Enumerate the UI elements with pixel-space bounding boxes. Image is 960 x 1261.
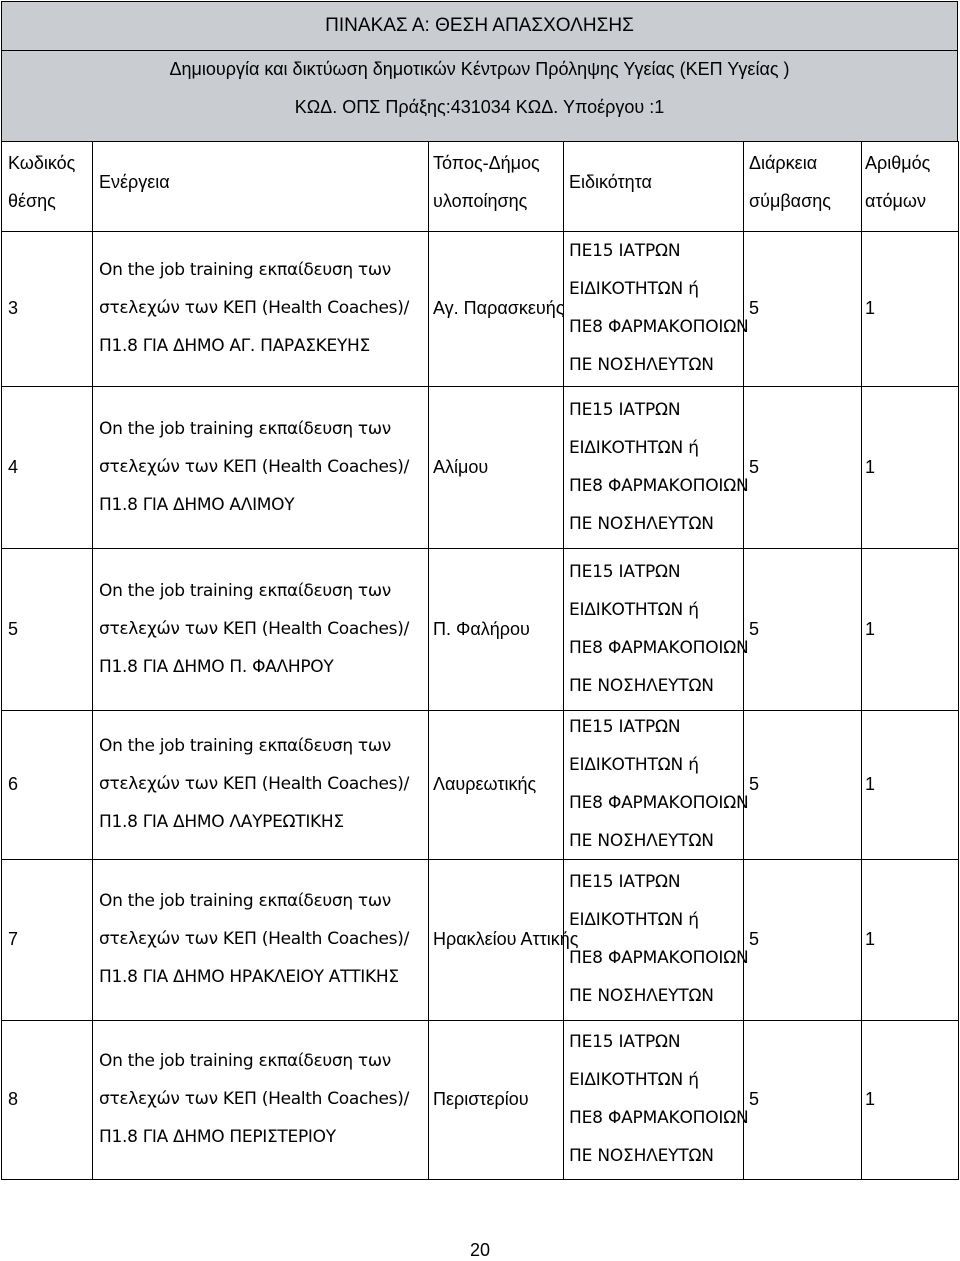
table-title: ΠΙΝΑΚΑΣ Α: ΘΕΣΗ ΑΠΑΣΧΟΛΗΣΗΣ <box>325 15 634 36</box>
people-count: 1 <box>865 298 876 318</box>
table-row <box>2 711 959 860</box>
action-line: Π1.8 ΓΙΑ ΔΗΜΟ ΠΕΡΙΣΤΕΡΙΟΥ <box>99 1127 336 1147</box>
duration-cell <box>744 549 862 711</box>
duration-cell <box>744 387 862 549</box>
specialty-line: ΠΕ15 ΙΑΤΡΩΝ <box>569 241 681 261</box>
duration-cell <box>744 860 862 1021</box>
specialty-line: ΠΕ ΝΟΣΗΛΕΥΤΩΝ <box>569 514 714 534</box>
action-cell <box>93 860 429 1021</box>
table-row <box>2 1021 959 1180</box>
people-count: 1 <box>865 457 876 477</box>
header-place <box>429 142 564 232</box>
header-people-line1: Αριθμός <box>865 153 931 173</box>
action-line: στελεχών των ΚΕΠ (Health Coaches)/ <box>99 457 409 477</box>
header-specialty <box>564 142 744 232</box>
action-cell <box>93 232 429 387</box>
contract-duration: 5 <box>749 619 760 639</box>
position-code: 3 <box>8 298 19 318</box>
place-cell <box>429 387 564 549</box>
action-cell <box>93 387 429 549</box>
header-duration-line1: Διάρκεια <box>749 153 818 173</box>
specialty-cell <box>564 232 749 387</box>
specialty-line: ΠΕ8 ΦΑΡΜΑΚΟΠΟΙΩΝ <box>569 638 749 658</box>
action-line: On the job training εκπαίδευση των <box>99 891 391 911</box>
header-action <box>93 142 429 232</box>
municipality: Ηρακλείου Αττικής <box>433 929 579 949</box>
specialty-line: ΕΙΔΙΚΟΤΗΤΩΝ ή <box>569 910 699 930</box>
action-line: Π1.8 ΓΙΑ ΔΗΜΟ ΗΡΑΚΛΕΙΟΥ ΑΤΤΙΚΗΣ <box>99 967 399 987</box>
people-count: 1 <box>865 1089 876 1109</box>
specialty-line: ΠΕ15 ΙΑΤΡΩΝ <box>569 562 681 582</box>
people-cell <box>862 387 959 549</box>
action-line: στελεχών των ΚΕΠ (Health Coaches)/ <box>99 619 409 639</box>
place-cell <box>429 549 564 711</box>
duration-cell <box>744 711 862 860</box>
header-code <box>2 142 93 232</box>
action-cell <box>93 549 429 711</box>
duration-cell <box>744 232 862 387</box>
position-code: 7 <box>8 929 19 949</box>
table-row <box>2 860 959 1021</box>
specialty-line: ΠΕ8 ΦΑΡΜΑΚΟΠΟΙΩΝ <box>569 948 749 968</box>
code-cell <box>2 711 93 860</box>
contract-duration: 5 <box>749 298 760 318</box>
specialty-line: ΕΙΔΙΚΟΤΗΤΩΝ ή <box>569 755 699 775</box>
contract-duration: 5 <box>749 929 760 949</box>
specialty-line: ΠΕ ΝΟΣΗΛΕΥΤΩΝ <box>569 355 714 375</box>
position-code: 6 <box>8 774 19 794</box>
action-line: On the job training εκπαίδευση των <box>99 260 391 280</box>
code-cell <box>2 1021 93 1180</box>
action-line: στελεχών των ΚΕΠ (Health Coaches)/ <box>99 1089 409 1109</box>
municipality: Αγ. Παρασκευής <box>433 298 565 318</box>
people-cell <box>862 860 959 1021</box>
contract-duration: 5 <box>749 457 760 477</box>
specialty-cell <box>564 860 749 1021</box>
specialty-line: ΠΕ15 ΙΑΤΡΩΝ <box>569 400 681 420</box>
action-line: On the job training εκπαίδευση των <box>99 581 391 601</box>
specialty-line: ΠΕ15 ΙΑΤΡΩΝ <box>569 1032 681 1052</box>
project-codes: ΚΩΔ. ΟΠΣ Πράξης:431034 ΚΩΔ. Υποέργου :1 <box>294 97 665 117</box>
municipality: Περιστερίου <box>433 1089 529 1109</box>
place-cell <box>429 1021 564 1180</box>
people-cell <box>862 549 959 711</box>
specialty-line: ΠΕ8 ΦΑΡΜΑΚΟΠΟΙΩΝ <box>569 793 749 813</box>
specialty-cell <box>564 711 749 860</box>
municipality: Π. Φαλήρου <box>433 619 530 639</box>
specialty-line: ΠΕ8 ΦΑΡΜΑΚΟΠΟΙΩΝ <box>569 317 749 337</box>
header-place-line2: υλοποίησης <box>433 191 528 211</box>
specialty-cell <box>564 387 749 549</box>
header-specialty-label: Ειδικότητα <box>569 172 652 192</box>
people-count: 1 <box>865 619 876 639</box>
municipality: Λαυρεωτικής <box>433 774 537 794</box>
code-cell <box>2 549 93 711</box>
action-line: στελεχών των ΚΕΠ (Health Coaches)/ <box>99 298 409 318</box>
specialty-line: ΠΕ15 ΙΑΤΡΩΝ <box>569 717 681 737</box>
place-cell <box>429 232 564 387</box>
specialty-line: ΕΙΔΙΚΟΤΗΤΩΝ ή <box>569 279 699 299</box>
specialty-line: ΠΕ ΝΟΣΗΛΕΥΤΩΝ <box>569 1146 714 1166</box>
header-duration <box>744 142 862 232</box>
specialty-line: ΠΕ ΝΟΣΗΛΕΥΤΩΝ <box>569 676 714 696</box>
specialty-line: ΠΕ15 ΙΑΤΡΩΝ <box>569 872 681 892</box>
specialty-line: ΠΕ8 ΦΑΡΜΑΚΟΠΟΙΩΝ <box>569 1108 749 1128</box>
people-count: 1 <box>865 774 876 794</box>
action-cell <box>93 1021 429 1180</box>
people-count: 1 <box>865 929 876 949</box>
municipality: Αλίμου <box>433 457 489 477</box>
action-line: Π1.8 ΓΙΑ ΔΗΜΟ ΑΛΙΜΟΥ <box>99 495 295 515</box>
header-place-line1: Τόπος-Δήμος <box>433 153 540 173</box>
people-cell <box>862 711 959 860</box>
position-code: 4 <box>8 457 19 477</box>
people-cell <box>862 232 959 387</box>
action-cell <box>93 711 429 860</box>
table-title-band <box>1 1 958 51</box>
action-line: Π1.8 ΓΙΑ ΔΗΜΟ Π. ΦΑΛΗΡΟΥ <box>99 657 334 677</box>
action-line: στελεχών των ΚΕΠ (Health Coaches)/ <box>99 774 409 794</box>
page-number: 20 <box>469 1240 491 1260</box>
action-line: On the job training εκπαίδευση των <box>99 736 391 756</box>
table-subtitle-band <box>1 51 958 142</box>
action-line: On the job training εκπαίδευση των <box>99 1051 391 1071</box>
duration-cell <box>744 1021 862 1180</box>
specialty-cell <box>564 1021 749 1180</box>
table-row <box>2 232 959 387</box>
place-cell <box>429 711 564 860</box>
position-code: 8 <box>8 1089 19 1109</box>
table-row <box>2 387 959 549</box>
action-line: Π1.8 ΓΙΑ ΔΗΜΟ ΑΓ. ΠΑΡΑΣΚΕΥΗΣ <box>99 336 370 356</box>
header-people <box>862 142 959 232</box>
code-cell <box>2 860 93 1021</box>
specialty-line: ΠΕ8 ΦΑΡΜΑΚΟΠΟΙΩΝ <box>569 476 749 496</box>
header-code-line1: Κωδικός <box>8 153 76 173</box>
specialty-line: ΠΕ ΝΟΣΗΛΕΥΤΩΝ <box>569 986 714 1006</box>
code-cell <box>2 387 93 549</box>
project-name: Δημιουργία και δικτύωση δημοτικών Κέντρων Πρόληψης Υγείας (ΚΕΠ Υγείας ) <box>169 59 790 79</box>
column-header-row <box>2 142 959 232</box>
contract-duration: 5 <box>749 1089 760 1109</box>
action-line: On the job training εκπαίδευση των <box>99 419 391 439</box>
specialty-line: ΕΙΔΙΚΟΤΗΤΩΝ ή <box>569 600 699 620</box>
position-code: 5 <box>8 619 19 639</box>
specialty-cell <box>564 549 749 711</box>
action-line: στελεχών των ΚΕΠ (Health Coaches)/ <box>99 929 409 949</box>
action-line: Π1.8 ΓΙΑ ΔΗΜΟ ΛΑΥΡΕΩΤΙΚΗΣ <box>99 812 344 832</box>
specialty-line: ΕΙΔΙΚΟΤΗΤΩΝ ή <box>569 438 699 458</box>
positions-table <box>1 141 959 1180</box>
header-code-line2: θέσης <box>8 191 56 211</box>
header-people-line2: ατόμων <box>865 191 926 211</box>
place-cell <box>429 860 579 1021</box>
header-duration-line2: σύμβασης <box>749 191 831 211</box>
people-cell <box>862 1021 959 1180</box>
code-cell <box>2 232 93 387</box>
contract-duration: 5 <box>749 774 760 794</box>
specialty-line: ΠΕ ΝΟΣΗΛΕΥΤΩΝ <box>569 831 714 851</box>
header-action-label: Ενέργεια <box>99 172 170 192</box>
specialty-line: ΕΙΔΙΚΟΤΗΤΩΝ ή <box>569 1070 699 1090</box>
table-row <box>2 549 959 711</box>
